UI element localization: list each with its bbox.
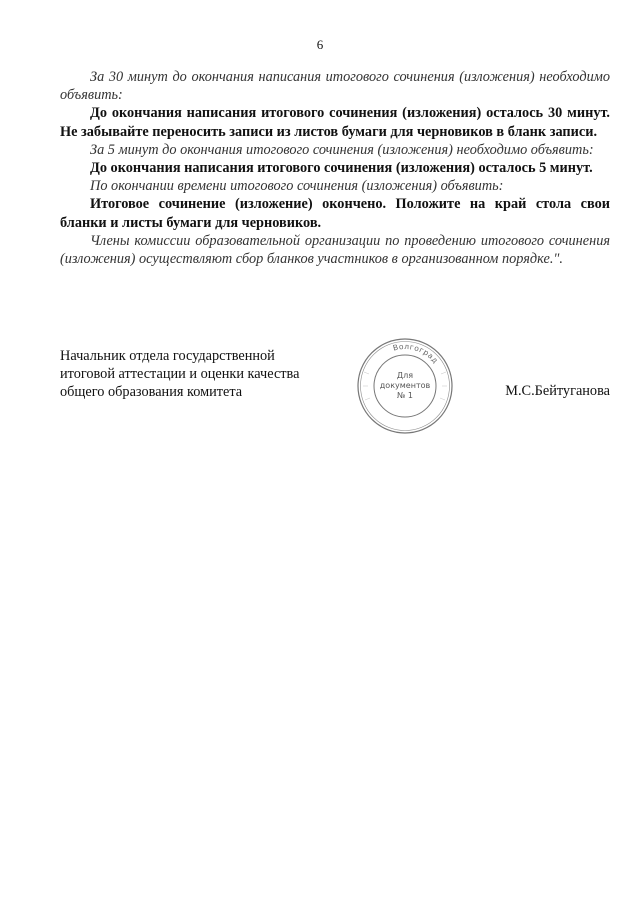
stamp-ring-text: Волгоград: [391, 341, 441, 366]
signer-position-line: Начальник отдела государственной: [60, 348, 275, 364]
signer-position-line: общего образования комитета: [60, 384, 243, 400]
paragraph-announce-5-text: До окончания написания итогового сочинения (изложения) осталось 5 минут.: [90, 160, 593, 177]
paragraph-collection-note: Члены комиссии образовательной организации по проведению итогового сочинения (изложения) осуществляют сбор бланков участников в организованном порядке.".: [60, 232, 610, 268]
stamp-center-line: документов: [379, 381, 431, 390]
stamp-center-line: № 1: [397, 391, 413, 400]
svg-text:Волгоград: [392, 342, 440, 365]
paragraph-announce-5-intro: За 5 минут до окончания итогового сочинения (изложения) необходимо объявить:: [90, 141, 594, 158]
page-number: 6: [316, 37, 324, 52]
signature-block: [60, 347, 299, 401]
stamp-center-line: Для: [396, 371, 414, 380]
paragraph-announce-30-intro: За 30 минут до окончания написания итогового сочинения (изложения) необходимо объявить:: [60, 69, 610, 104]
instructions-body: [60, 68, 610, 268]
signer-name: М.С.Бейтуганова: [505, 383, 610, 399]
paragraph-announce-30-text: До окончания написания итогового сочинения (изложения) осталось 30 минут. Не забывайте переносить записи из листов бумаги для черновиков в бланк записи.: [60, 105, 610, 140]
paragraph-announce-end-intro: По окончании времени итогового сочинения (изложения) объявить:: [90, 178, 504, 195]
signer-position-line: итоговой аттестации и оценки качества: [60, 366, 300, 382]
stamp-seal: [355, 336, 455, 436]
paragraph-announce-end-text: Итоговое сочинение (изложение) окончено. Положите на край стола свои бланки и листы бумаги для черновиков.: [60, 196, 610, 231]
official-stamp: [355, 336, 455, 436]
